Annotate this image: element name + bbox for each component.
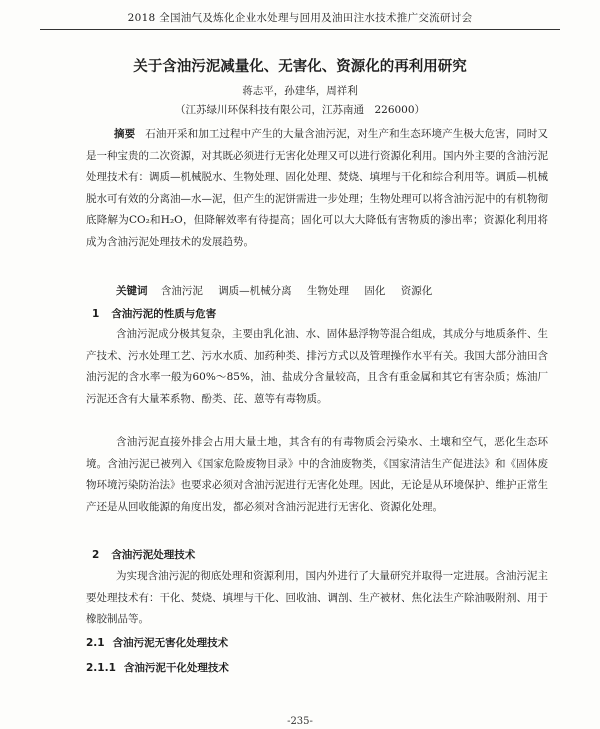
keyword: 资源化 [400, 285, 433, 297]
paragraph-2: 含油污泥直接外排会占用大量土地，其含有的有毒物质会污染水、土壤和空气，恶化生态环境。含油污泥已被列入《国家危险废物目录》中的含油废物类，《国家清洁生产促进法》和《固体废物环境污染防治法》也要求必须对含油污泥进行无害化处理。因此，无论是从环境保护、维护正常生产还是从回收能源的角度出发，都必须对含油污泥进行无害化、资源化处理。 [86, 436, 548, 513]
abstract-text: 石油开采和加工过程中产生的大量含油污泥，对生产和生态环境产生极大危害，同时又是一种宝贵的二次资源，对其既必须进行无害化处理又可以进行资源化利用。国内外主要的含油污泥处理技术有：调质—机械脱水、生物处理、固化处理、焚烧、填埋与干化和综合利用等。调质—机械脱水可有效的分离油—水—泥，但产生的泥饼需进一步处理；生物处理可以将含油污泥中的有机物彻底降解为CO₂和H₂O，但降解效率有待提高；固化可以大大降低有害物质的渗出率；资源化利用将成为含油污泥处理技术的发展趋势。 [86, 128, 549, 248]
subsection-heading-2-1 [86, 635, 228, 650]
keyword: 调质—机械分离 [218, 285, 292, 297]
section-number: 2.1 [86, 637, 105, 649]
paragraph-3: 为实现含油污泥的彻底处理和资源利用，国内外进行了大量研究并取得一定进展。含油污泥主要处理技术有：干化、焚烧、填埋与干化、回收油、调剖、生产被材、焦化法生产除油吸附剂、用于橡胶制品等。 [86, 570, 548, 625]
section-title: 含油污泥无害化处理技术 [112, 637, 229, 649]
section-number: 2 [92, 549, 100, 561]
paragraph-1: 含油污泥成分极其复杂，主要由乳化油、水、固体悬浮物等混合组成，其成分与地质条件、生产技术、污水处理工艺、污水水质、加药种类、排污方式以及管理操作水平有关。我国大部分油田含油污泥的含水率一般为60%～85%，油、盐成分含量较高，且含有重金属和其它有害杂质；炼油厂污泥还含有大量苯系物、酚类、芘、蒽等有毒物质。 [86, 328, 548, 405]
keywords [116, 283, 444, 298]
section-title: 含油污泥处理技术 [111, 549, 196, 561]
section-heading-1 [92, 306, 216, 321]
paper-title: 关于含油污泥减量化、无害化、资源化的再利用研究 [133, 59, 467, 75]
subsection-heading-2-1-1 [86, 660, 229, 675]
section-number: 2.1.1 [86, 662, 116, 674]
keywords-label: 关键词 [116, 285, 148, 297]
section-heading-2 [92, 547, 195, 562]
page-number: -235- [287, 716, 313, 727]
keyword: 生物处理 [307, 285, 350, 297]
affiliation: （江苏绿川环保科技有限公司，江苏南通 226000） [174, 104, 426, 116]
running-header: 2018 全国油气及炼化企业水处理与回用及油田注水技术推广交流研讨会 [40, 10, 560, 30]
keyword: 固化 [364, 285, 386, 297]
section-title: 含油污泥干化处理技术 [123, 662, 229, 674]
authors: 蒋志平，孙建华，周祥利 [242, 85, 358, 97]
abstract-label: 摘要 [114, 128, 136, 140]
section-title: 含油污泥的性质与危害 [111, 308, 217, 320]
abstract [86, 124, 548, 253]
keyword: 含油污泥 [160, 285, 203, 297]
section-number: 1 [92, 308, 100, 320]
